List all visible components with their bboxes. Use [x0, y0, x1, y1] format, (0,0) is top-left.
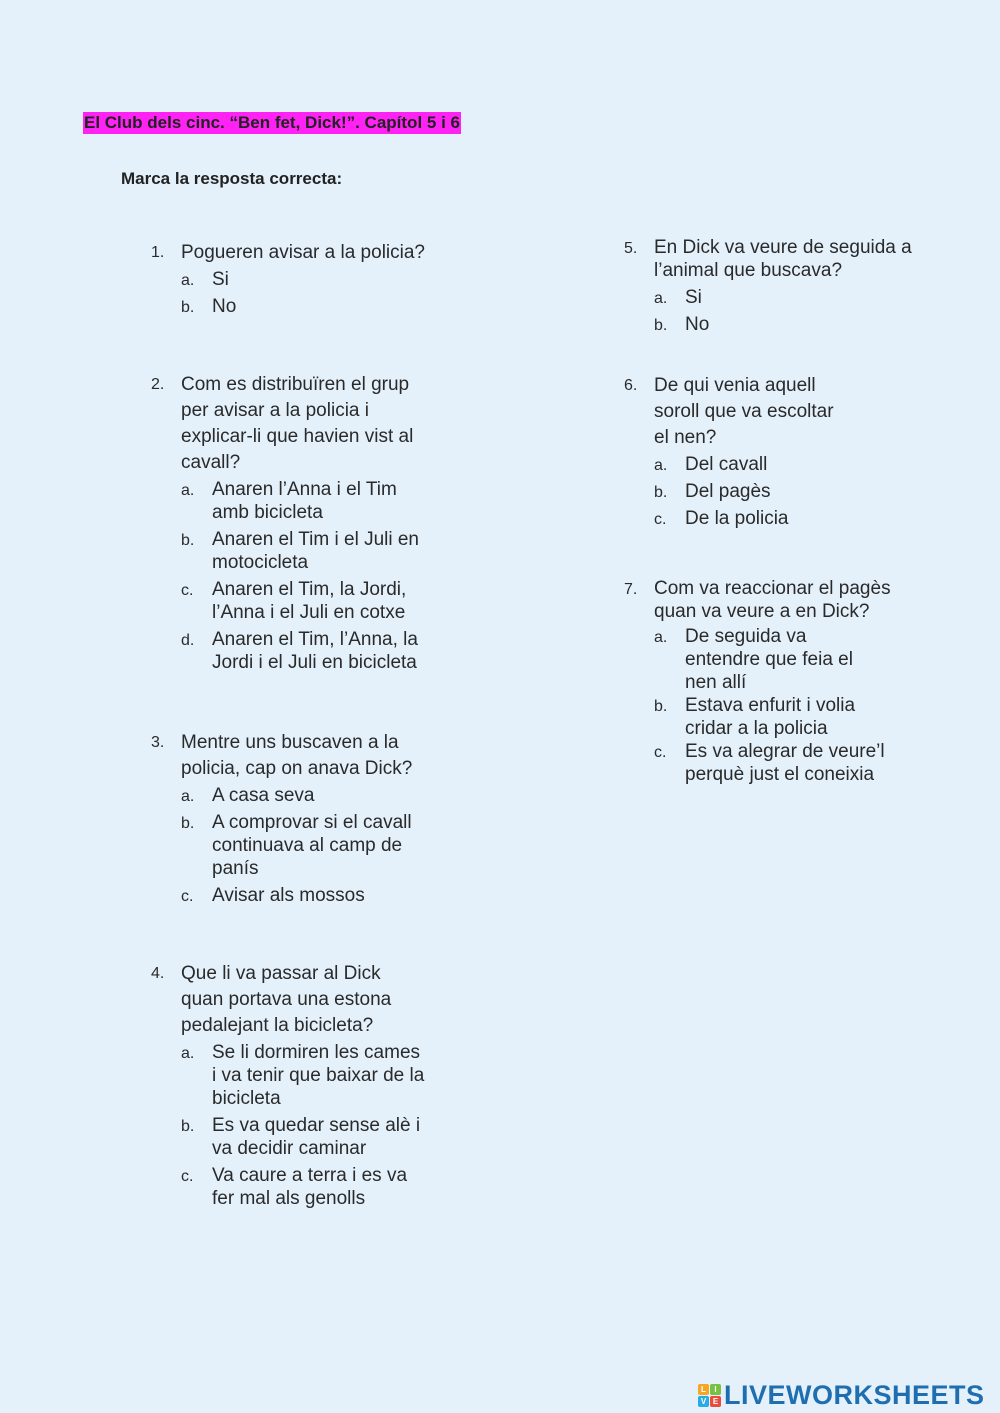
option-letter: a.	[654, 629, 668, 646]
worksheet-title: El Club dels cinc. “Ben fet, Dick!”. Capítol 5 i 6	[84, 113, 460, 132]
option-c[interactable]	[181, 1164, 491, 1210]
question-number: 7.	[624, 581, 638, 598]
question-number: 6.	[624, 377, 638, 394]
option-c[interactable]	[181, 884, 491, 907]
option-d[interactable]	[181, 628, 491, 674]
option-letter: c.	[181, 1168, 194, 1185]
option-text: Anaren el Tim, l’Anna, la Jordi i el Juli en bicicleta	[212, 629, 418, 673]
option-b[interactable]	[181, 528, 491, 574]
option-letter: a.	[181, 788, 195, 805]
option-text: Si	[212, 269, 229, 290]
option-a[interactable]	[654, 453, 954, 476]
option-text: A comprovar si el cavall continuava al camp de panís	[212, 812, 412, 879]
question-stem: Mentre uns buscaven a la policia, cap on anava Dick?	[181, 732, 413, 779]
instruction-text: Marca la resposta correcta:	[121, 169, 343, 188]
option-letter: a.	[181, 482, 195, 499]
question-6	[624, 373, 954, 530]
option-letter: a.	[181, 1045, 195, 1062]
option-a[interactable]	[654, 625, 954, 694]
option-letter: b.	[654, 317, 668, 334]
question-stem: Pogueren avisar a la policia?	[181, 242, 425, 263]
option-letter: b.	[181, 815, 195, 832]
question-1	[151, 240, 491, 318]
option-text: Es va alegrar de veure’l perquè just el coneixia	[685, 741, 885, 785]
option-letter: b.	[654, 484, 668, 501]
option-text: Se li dormiren les cames i va tenir que baixar de la bicicleta	[212, 1042, 425, 1109]
option-text: Avisar als mossos	[212, 885, 365, 906]
option-c[interactable]	[181, 578, 491, 624]
option-letter: c.	[181, 582, 194, 599]
logo-text: LIVEWORKSHEETS	[724, 1380, 985, 1410]
logo-tile: V	[698, 1396, 709, 1407]
logo-tile: E	[710, 1396, 721, 1407]
question-number: 3.	[151, 734, 165, 751]
option-letter: a.	[654, 290, 668, 307]
question-3	[151, 730, 491, 907]
option-text: De la policia	[685, 508, 789, 529]
question-number: 1.	[151, 244, 165, 261]
option-letter: b.	[181, 1118, 195, 1135]
option-text: Del pagès	[685, 481, 771, 502]
option-b[interactable]	[181, 295, 491, 318]
option-text: No	[212, 296, 237, 317]
option-a[interactable]	[181, 478, 491, 524]
option-a[interactable]	[181, 268, 491, 291]
option-text: Anaren el Tim, la Jordi, l’Anna i el Juli en cotxe	[212, 579, 407, 623]
option-b[interactable]	[654, 694, 954, 740]
logo-tile: I	[710, 1384, 721, 1395]
question-number: 4.	[151, 965, 165, 982]
question-5	[624, 236, 954, 336]
question-stem: Com es distribuïren el grup per avisar a la policia i explicar-li que havien vist al cavall?	[181, 374, 414, 473]
option-letter: c.	[654, 744, 667, 761]
option-text: No	[685, 314, 710, 335]
option-letter: d.	[181, 632, 195, 649]
option-b[interactable]	[181, 1114, 491, 1160]
option-letter: c.	[181, 888, 194, 905]
option-c[interactable]	[654, 740, 954, 786]
option-text: De seguida va entendre que feia el nen allí	[685, 626, 853, 693]
liveworksheets-logo	[698, 1380, 985, 1411]
question-7	[624, 577, 954, 786]
option-a[interactable]	[181, 784, 491, 807]
option-text: Estava enfurit i volia cridar a la policia	[685, 695, 856, 739]
option-text: Del cavall	[685, 454, 768, 475]
option-text: Va caure a terra i es va fer mal als genolls	[212, 1165, 408, 1209]
logo-tile: L	[698, 1384, 709, 1395]
question-number: 2.	[151, 376, 165, 393]
option-a[interactable]	[181, 1041, 491, 1110]
question-4	[151, 961, 491, 1210]
question-number: 5.	[624, 240, 638, 257]
option-c[interactable]	[654, 507, 954, 530]
option-letter: b.	[654, 698, 668, 715]
option-letter: a.	[181, 272, 195, 289]
option-letter: b.	[181, 532, 195, 549]
option-b[interactable]	[654, 313, 954, 336]
option-b[interactable]	[654, 480, 954, 503]
option-text: Anaren el Tim i el Juli en motocicleta	[212, 529, 419, 573]
option-text: Anaren l’Anna i el Tim amb bicicleta	[212, 479, 397, 523]
question-stem: De qui venia aquell soroll que va escoltar el nen?	[654, 375, 834, 448]
option-a[interactable]	[654, 286, 954, 309]
question-stem: Que li va passar al Dick quan portava una estona pedalejant la bicicleta?	[181, 963, 392, 1036]
question-stem: En Dick va veure de seguida a l’animal que buscava?	[654, 237, 912, 281]
option-letter: b.	[181, 299, 195, 316]
question-2	[151, 372, 491, 674]
option-text: Es va quedar sense alè i va decidir caminar	[212, 1115, 421, 1159]
question-stem: Com va reaccionar el pagès quan va veure a en Dick?	[654, 578, 891, 622]
option-text: A casa seva	[212, 785, 315, 806]
option-b[interactable]	[181, 811, 491, 880]
logo-mark-icon	[698, 1384, 721, 1407]
option-letter: c.	[654, 511, 667, 528]
option-text: Si	[685, 287, 702, 308]
option-letter: a.	[654, 457, 668, 474]
